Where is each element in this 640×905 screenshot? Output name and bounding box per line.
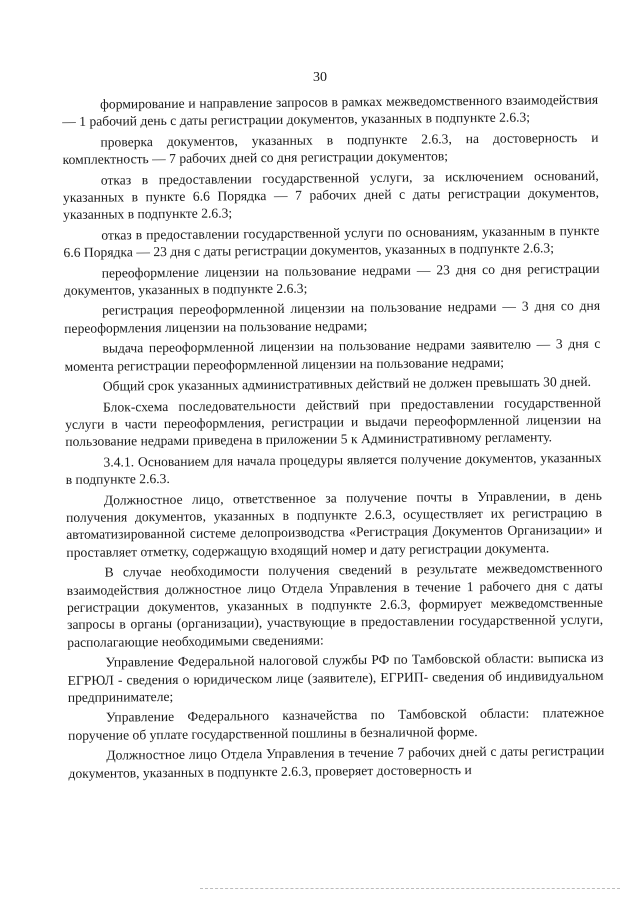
paragraph-13: Управление Федеральной налоговой службы РФ по Тамбовской области: выписка из ЕГРЮЛ - сведения о юридическом лице (заявителе), ЕГРИП- сведения об индивидуальном предпринимателе; (67, 650, 604, 705)
paragraph-2: проверка документов, указанных в подпункте 2.6.3, на достоверность и комплектность — 7 рабочих дней со дня регистрации документов; (62, 129, 599, 168)
paragraph-9: Блок-схема последовательности действий при предоставлении государственной услуги в части переоформления, регистрации и выдачи переоформленной лицензии на пользование недрами приведена в приложении 5 к Административному регламенту. (65, 394, 602, 450)
paragraph-1: формирование и направление запросов в рамках межведомственного взаимодействия — 1 рабочий день с даты регистрации документов, указанных в подпункте 2.6.3; (62, 91, 599, 130)
paragraph-4: отказ в предоставлении государственной услуги по основаниям, указанным в пункте 6.6 Порядка — 23 дня с даты регистрации документов, указанных в подпункте 2.6.3; (63, 222, 600, 261)
footer-dashed-rule (200, 888, 620, 889)
document-body (62, 91, 605, 785)
paragraph-5: переоформление лицензии на пользование недрами — 23 дня со дня регистрации документов, указанных в подпункте 2.6.3; (63, 260, 600, 299)
paragraph-12: В случае необходимости получения сведений в результате межведомственного взаимодействия должностное лицо Отдела Управления в течение 1 рабочего дня с даты регистрации документов, указанных в подпункте 2.6.3, формирует межведомственные запросы в органы (организации), участвующие в предоставлении государственной услуги, располагающие необходимыми сведениями: (66, 559, 604, 650)
paragraph-7: выдача переоформленной лицензии на пользование недрами заявителю — 3 дня с момента регистрации переоформленной лицензии на пользование недрами; (64, 336, 601, 374)
paragraph-3: отказ в предоставлении государственной услуги, за исключением оснований, указанных в пункте 6.6 Порядка — 7 рабочих дней с даты регистрации документов, указанных в подпункте 2.6.3; (62, 167, 600, 223)
paragraph-6: регистрация переоформленной лицензии на пользование недрами — 3 дня со дня переоформления лицензии на пользование недрами; (64, 298, 601, 336)
paragraph-11: Должностное лицо, ответственное за получение почты в Управлении, в день получения документов, указанных в подпункте 2.6.3, осуществляет их регистрацию в автоматизированной системе делопроизводства «Регистрация Документов Организации» и проставляет отметку, содержащую входящий номер и дату регистрации документа. (65, 487, 603, 560)
paragraph-8: Общий срок указанных административных действий не должен превышать 30 дней. (102, 374, 592, 394)
page-number: 30 (313, 70, 327, 85)
paragraph-15: Должностное лицо Отдела Управления в течение 7 рабочих дней с даты регистрации документов, указанных в подпункте 2.6.3, проверяет достоверность и (68, 743, 605, 781)
paragraph-10: 3.4.1. Основанием для начала процедуры является получение документов, указанных в подпункте 2.6.3. (65, 449, 602, 488)
paragraph-14: Управление Федерального казначейства по Тамбовской области: платежное поручение об уплате государственной пошлины в безналичной форме. (68, 705, 605, 743)
